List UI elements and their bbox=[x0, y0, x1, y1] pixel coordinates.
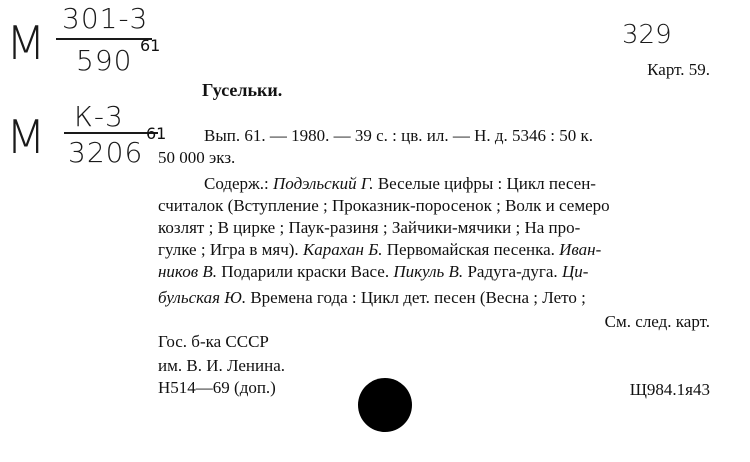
card-title: Гусельки. bbox=[202, 80, 283, 100]
library-name: Гос. б-ка СССР bbox=[158, 332, 269, 351]
imprint-line-1: Вып. 61. — 1980. — 39 с. : цв. ил. — Н. д. 5346 : 50 к. bbox=[204, 126, 593, 145]
contents-line-1 bbox=[204, 174, 596, 194]
contents-line-3: козлят ; В цирке ; Паук-разиня ; Зайчики-мячики ; На про- bbox=[158, 218, 581, 237]
handwritten-m-1: М bbox=[6, 16, 46, 70]
contents-text: Времена года : Цикл дет. песен (Весна ; Лето ; bbox=[246, 288, 586, 307]
punch-hole bbox=[358, 378, 412, 432]
author-karakhan: Карахан Б. bbox=[302, 240, 383, 259]
author-tsibulskaya-rest: бульская Ю. bbox=[158, 288, 247, 307]
contents-line-4 bbox=[158, 240, 601, 260]
contents-line-5 bbox=[158, 262, 588, 282]
handwritten-code-2-rule bbox=[64, 132, 158, 134]
handwritten-code-1-top: 301-3 bbox=[62, 2, 149, 35]
continued-next-card: См. след. карт. bbox=[604, 312, 710, 331]
contents-text: гулке ; Игра в мяч). bbox=[158, 240, 299, 259]
handwritten-corner-number: 329 bbox=[622, 20, 672, 50]
contents-text: Первомайская песенка. bbox=[382, 240, 555, 259]
handwritten-code-1-sup: 61 bbox=[140, 36, 161, 55]
contents-text: Радуга-дуга. bbox=[463, 262, 558, 281]
author-podelsky: Подэльский Г. bbox=[273, 174, 374, 193]
contents-text: Подарили краски Васе. bbox=[217, 262, 390, 281]
handwritten-code-1-rule bbox=[56, 38, 152, 40]
contents-text: Веселые цифры : Цикл песен- bbox=[373, 174, 596, 193]
author-pikul: Пикуль В. bbox=[393, 262, 464, 281]
handwritten-code-1-bottom: 590 bbox=[76, 44, 133, 77]
imprint-line-2: 50 000 экз. bbox=[158, 148, 236, 167]
library-code: Н514—69 (доп.) bbox=[158, 378, 276, 397]
author-ivannikov-part: Иван- bbox=[559, 240, 602, 259]
card-number: Карт. 59. bbox=[647, 60, 710, 79]
author-tsibulskaya-part: Ци- bbox=[561, 262, 589, 281]
handwritten-m-2: М bbox=[6, 110, 46, 164]
contents-label: Содерж.: bbox=[204, 174, 274, 193]
shelf-mark: Щ984.1я43 bbox=[629, 380, 710, 399]
handwritten-code-2-sup: 61 bbox=[146, 124, 167, 143]
contents-line-6 bbox=[158, 288, 586, 308]
handwritten-code-2-top: К-3 bbox=[74, 100, 124, 133]
contents-line-2: считалок (Вступление ; Проказник-поросенок ; Волк и семеро bbox=[158, 196, 610, 215]
author-ivannikov-rest: ников В. bbox=[158, 262, 218, 281]
library-name-2: им. В. И. Ленина. bbox=[158, 356, 286, 375]
handwritten-code-2-bottom: 3206 bbox=[68, 136, 144, 169]
